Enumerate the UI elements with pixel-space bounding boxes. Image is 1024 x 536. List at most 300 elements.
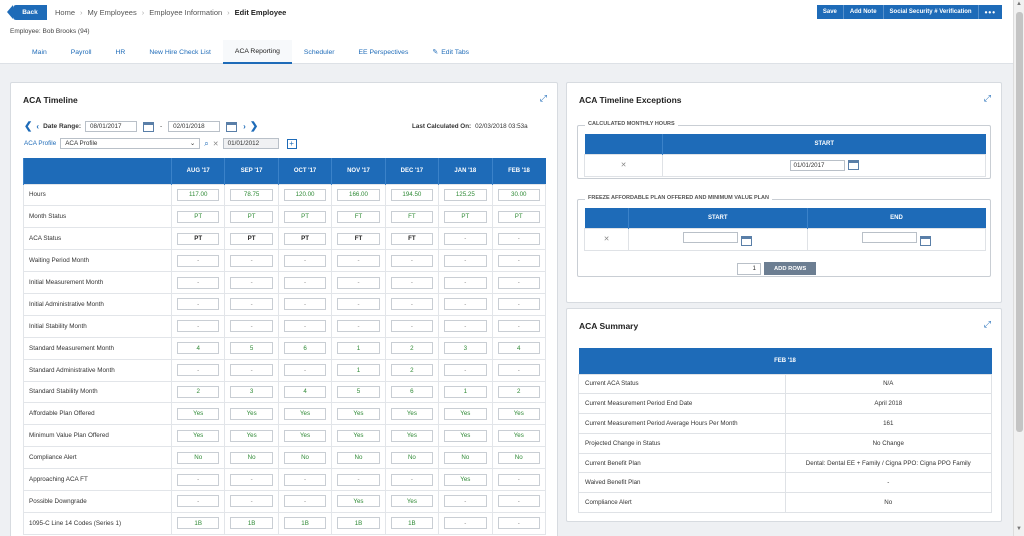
row-count-input[interactable]: 1 <box>737 263 761 275</box>
timeline-value[interactable]: PT <box>177 233 219 245</box>
timeline-cell <box>225 184 278 206</box>
breadcrumb-employee-information[interactable]: Employee Information <box>149 8 223 17</box>
timeline-row <box>24 272 546 294</box>
timeline-cell <box>225 228 278 250</box>
timeline-value[interactable]: No <box>230 452 272 464</box>
timeline-value[interactable]: - <box>230 495 272 507</box>
timeline-cell <box>439 490 492 512</box>
delete-row-icon[interactable]: ✕ <box>585 154 663 176</box>
clear-icon[interactable]: ✕ <box>212 140 219 148</box>
calculated-hours-legend: CALCULATED MONTHLY HOURS <box>585 121 678 127</box>
timeline-value[interactable]: 6 <box>391 386 433 398</box>
timeline-value[interactable]: - <box>284 320 326 332</box>
timeline-value[interactable]: Yes <box>177 408 219 420</box>
chevron-down-icon: ⌄ <box>189 140 196 147</box>
timeline-value[interactable]: - <box>391 255 433 267</box>
month-header: AUG '17 <box>172 158 225 184</box>
summary-row <box>579 453 992 473</box>
timeline-value[interactable]: Yes <box>284 408 326 420</box>
timeline-value[interactable]: - <box>284 495 326 507</box>
timeline-body <box>24 184 546 534</box>
timeline-row-label: Standard Administrative Month <box>24 359 172 381</box>
calendar-icon[interactable] <box>741 236 752 246</box>
tab-hr[interactable]: HR <box>115 48 126 56</box>
timeline-value[interactable]: - <box>444 517 486 529</box>
timeline-value[interactable]: - <box>177 495 219 507</box>
summary-label: Current Benefit Plan <box>579 453 786 473</box>
timeline-value[interactable]: - <box>498 364 540 376</box>
timeline-value[interactable]: - <box>284 364 326 376</box>
aca-summary-table <box>578 348 992 513</box>
timeline-cell <box>225 512 278 534</box>
summary-row <box>579 374 992 394</box>
timeline-value[interactable]: Yes <box>230 408 272 420</box>
timeline-value[interactable]: 1 <box>337 342 379 354</box>
timeline-value[interactable]: - <box>177 277 219 289</box>
timeline-cell <box>492 228 545 250</box>
tab-new-hire-check-list[interactable]: New Hire Check List <box>149 48 211 56</box>
timeline-cell <box>172 206 225 228</box>
timeline-value[interactable]: 5 <box>230 342 272 354</box>
freeze-start-input[interactable] <box>683 232 738 243</box>
timeline-cell <box>439 184 492 206</box>
timeline-value[interactable]: - <box>337 255 379 267</box>
timeline-row <box>24 337 546 359</box>
timeline-cell <box>225 490 278 512</box>
expand-icon[interactable]: ⤢ <box>983 93 991 103</box>
month-header: NOV '17 <box>332 158 385 184</box>
timeline-cell <box>278 490 331 512</box>
timeline-cell <box>439 381 492 403</box>
timeline-value[interactable]: 1B <box>230 517 272 529</box>
timeline-cell <box>225 403 278 425</box>
timeline-cell <box>385 272 438 294</box>
timeline-value[interactable]: - <box>444 255 486 267</box>
timeline-value[interactable]: FT <box>391 211 433 223</box>
month-header: OCT '17 <box>278 158 331 184</box>
timeline-value[interactable]: 30.00 <box>498 189 540 201</box>
timeline-value[interactable]: PT <box>177 211 219 223</box>
timeline-value[interactable]: No <box>391 452 433 464</box>
tab-ee-perspectives[interactable]: EE Perspectives <box>358 48 409 56</box>
timeline-value[interactable]: PT <box>230 233 272 245</box>
timeline-cell <box>332 469 385 491</box>
timeline-value[interactable]: 5 <box>337 386 379 398</box>
back-button[interactable]: Back <box>13 5 47 20</box>
timeline-value[interactable]: - <box>444 495 486 507</box>
summary-label: Current Measurement Period Average Hours Per Month <box>579 414 786 434</box>
timeline-value[interactable]: - <box>284 277 326 289</box>
timeline-cell <box>332 490 385 512</box>
aca-profile-select[interactable] <box>60 138 200 149</box>
timeline-value[interactable]: - <box>177 364 219 376</box>
timeline-cell <box>439 403 492 425</box>
timeline-cell <box>225 359 278 381</box>
timeline-cell <box>439 512 492 534</box>
timeline-value[interactable]: - <box>230 474 272 486</box>
freeze-end-header: END <box>807 208 986 228</box>
timeline-value[interactable]: 1B <box>177 517 219 529</box>
timeline-row-label: 1095-C Line 14 Codes (Series 1) <box>24 512 172 534</box>
summary-value: - <box>785 473 992 493</box>
calendar-icon[interactable] <box>143 122 154 132</box>
timeline-cell <box>225 469 278 491</box>
timeline-cell <box>439 447 492 469</box>
timeline-cell <box>439 337 492 359</box>
timeline-value[interactable]: - <box>177 474 219 486</box>
timeline-value[interactable]: No <box>498 452 540 464</box>
timeline-cell <box>172 490 225 512</box>
timeline-cell <box>332 228 385 250</box>
timeline-value[interactable]: - <box>337 474 379 486</box>
pencil-icon: ✎ <box>432 49 439 56</box>
timeline-row <box>24 184 546 206</box>
timeline-value[interactable]: No <box>177 452 219 464</box>
timeline-cell <box>385 490 438 512</box>
timeline-row <box>24 315 546 337</box>
timeline-cell <box>492 293 545 315</box>
tab-edit-tabs[interactable] <box>420 40 481 64</box>
delete-row-icon[interactable]: ✕ <box>585 228 629 250</box>
timeline-cell <box>492 469 545 491</box>
timeline-cell <box>278 447 331 469</box>
timeline-value[interactable]: Yes <box>391 430 433 442</box>
timeline-cell <box>332 381 385 403</box>
timeline-cell <box>332 359 385 381</box>
timeline-cell <box>225 293 278 315</box>
tab-aca-reporting[interactable]: ACA Reporting <box>223 40 292 64</box>
timeline-cell <box>278 469 331 491</box>
tab-payroll[interactable]: Payroll <box>70 48 92 56</box>
timeline-cell <box>278 272 331 294</box>
timeline-value[interactable]: PT <box>230 211 272 223</box>
calendar-icon[interactable] <box>226 122 237 132</box>
tab-main[interactable]: Main <box>32 48 47 56</box>
timeline-cell <box>278 337 331 359</box>
timeline-row-label: Standard Stability Month <box>24 381 172 403</box>
timeline-cell <box>492 512 545 534</box>
timeline-value[interactable]: Yes <box>284 430 326 442</box>
timeline-row-label: Affordable Plan Offered <box>24 403 172 425</box>
scroll-down-icon[interactable]: ▼ <box>1016 526 1022 532</box>
next-icon[interactable]: › <box>243 122 246 131</box>
summary-row <box>579 414 992 434</box>
timeline-value[interactable]: Yes <box>337 495 379 507</box>
timeline-row-label: Initial Stability Month <box>24 315 172 337</box>
timeline-cell <box>225 337 278 359</box>
timeline-cell <box>278 359 331 381</box>
timeline-row <box>24 425 546 447</box>
timeline-value[interactable]: - <box>284 298 326 310</box>
timeline-cell <box>385 359 438 381</box>
timeline-cell <box>278 228 331 250</box>
timeline-row <box>24 447 546 469</box>
timeline-cell <box>492 315 545 337</box>
date-range-controls <box>24 121 262 132</box>
timeline-value[interactable]: 1 <box>444 386 486 398</box>
timeline-value[interactable]: Yes <box>337 430 379 442</box>
timeline-value[interactable]: 2 <box>498 386 540 398</box>
timeline-value[interactable]: - <box>284 255 326 267</box>
tab-scheduler[interactable]: Scheduler <box>303 48 335 56</box>
timeline-row-label: Approaching ACA FT <box>24 469 172 491</box>
timeline-value[interactable]: No <box>284 452 326 464</box>
month-header: SEP '17 <box>225 158 278 184</box>
aca-summary-title: ACA Summary <box>579 321 639 331</box>
timeline-cell <box>492 337 545 359</box>
last-calculated-value: 02/03/2018 03:53a <box>475 123 528 130</box>
timeline-value[interactable]: - <box>337 277 379 289</box>
timeline-value[interactable]: 117.00 <box>177 189 219 201</box>
timeline-row-label: Standard Measurement Month <box>24 337 172 359</box>
breadcrumb-my-employees[interactable]: My Employees <box>87 8 137 17</box>
timeline-value[interactable]: PT <box>284 211 326 223</box>
summary-label: Compliance Alert <box>579 493 786 513</box>
timeline-value[interactable]: 166.00 <box>337 189 379 201</box>
timeline-value[interactable]: Yes <box>498 408 540 420</box>
timeline-value[interactable]: - <box>498 474 540 486</box>
timeline-row <box>24 490 546 512</box>
timeline-row-label: ACA Status <box>24 228 172 250</box>
timeline-value[interactable]: - <box>177 255 219 267</box>
freeze-start-cell <box>629 228 808 250</box>
timeline-cell <box>385 469 438 491</box>
timeline-cell <box>332 512 385 534</box>
aca-profile-date: 01/01/2012 <box>223 138 279 149</box>
timeline-cell <box>172 403 225 425</box>
page-scrollbar[interactable] <box>1013 0 1024 536</box>
timeline-cell <box>332 337 385 359</box>
timeline-cell <box>332 250 385 272</box>
timeline-value[interactable]: No <box>444 452 486 464</box>
timeline-value[interactable]: - <box>177 298 219 310</box>
timeline-value[interactable]: PT <box>498 211 540 223</box>
timeline-value[interactable]: 6 <box>284 342 326 354</box>
timeline-value[interactable]: - <box>444 233 486 245</box>
date-to-input[interactable]: 02/01/2018 <box>168 121 220 132</box>
breadcrumb <box>55 8 286 17</box>
timeline-value[interactable]: - <box>498 298 540 310</box>
timeline-value[interactable]: Yes <box>337 408 379 420</box>
timeline-cell <box>278 381 331 403</box>
timeline-value[interactable]: Yes <box>498 430 540 442</box>
timeline-value[interactable]: 4 <box>177 342 219 354</box>
timeline-value[interactable]: - <box>230 298 272 310</box>
timeline-value[interactable]: PT <box>444 211 486 223</box>
timeline-value[interactable]: 78.75 <box>230 189 272 201</box>
timeline-cell <box>332 184 385 206</box>
summary-month-header: FEB '18 <box>579 348 992 374</box>
tab-bar <box>20 40 481 64</box>
timeline-cell <box>278 293 331 315</box>
timeline-value[interactable]: 1B <box>284 517 326 529</box>
timeline-value[interactable]: - <box>230 255 272 267</box>
timeline-value[interactable]: - <box>498 277 540 289</box>
freeze-start-header: START <box>629 208 808 228</box>
expand-icon[interactable]: ⤢ <box>539 93 547 103</box>
timeline-value[interactable]: 3 <box>230 386 272 398</box>
aca-timeline-table <box>23 158 546 535</box>
timeline-row-label: Waiting Period Month <box>24 250 172 272</box>
timeline-value[interactable]: - <box>444 298 486 310</box>
timeline-cell <box>172 381 225 403</box>
timeline-value[interactable]: 1 <box>337 364 379 376</box>
freeze-header-row <box>585 208 986 228</box>
calendar-icon[interactable] <box>920 236 931 246</box>
scroll-up-icon[interactable]: ▲ <box>1016 1 1022 7</box>
timeline-cell <box>172 469 225 491</box>
previous-icon[interactable]: ‹ <box>36 122 40 131</box>
timeline-value[interactable]: 125.25 <box>444 189 486 201</box>
timeline-cell <box>225 381 278 403</box>
timeline-value[interactable]: Yes <box>391 408 433 420</box>
timeline-value[interactable]: - <box>391 298 433 310</box>
timeline-cell <box>492 490 545 512</box>
timeline-cell <box>172 315 225 337</box>
calendar-icon[interactable] <box>848 160 859 170</box>
timeline-value[interactable]: PT <box>284 233 326 245</box>
timeline-value[interactable]: Yes <box>177 430 219 442</box>
ssn-verification-button[interactable]: Social Security # Verification <box>884 5 979 19</box>
employee-label: Employee: Bob Brooks (94) <box>10 28 90 35</box>
timeline-value[interactable]: - <box>337 298 379 310</box>
date-search-icon[interactable]: ⌕ <box>204 138 209 148</box>
breadcrumb-home[interactable]: Home <box>55 8 76 17</box>
add-rows-button[interactable]: ADD ROWS <box>764 262 816 275</box>
add-profile-icon[interactable]: + <box>287 139 297 149</box>
first-page-icon[interactable]: ❮ <box>24 121 33 132</box>
action-toolbar <box>817 5 1002 19</box>
timeline-value[interactable]: - <box>498 320 540 332</box>
aca-profile-label[interactable]: ACA Profile <box>24 140 57 147</box>
timeline-value[interactable]: FT <box>391 233 433 245</box>
timeline-value[interactable]: FT <box>337 211 379 223</box>
summary-value: 161 <box>785 414 992 434</box>
calc-blank-header <box>585 134 663 154</box>
timeline-value[interactable]: - <box>444 364 486 376</box>
timeline-value[interactable]: 2 <box>391 364 433 376</box>
timeline-cell <box>225 250 278 272</box>
timeline-value[interactable]: 2 <box>391 342 433 354</box>
timeline-cell <box>278 403 331 425</box>
timeline-value[interactable]: 194.50 <box>391 189 433 201</box>
timeline-cell <box>332 315 385 337</box>
timeline-row <box>24 293 546 315</box>
timeline-value[interactable]: Yes <box>391 495 433 507</box>
timeline-cell <box>385 447 438 469</box>
timeline-cell <box>439 206 492 228</box>
aca-profile-value: ACA Profile <box>65 140 98 147</box>
timeline-cell <box>172 272 225 294</box>
summary-row <box>579 473 992 493</box>
timeline-value[interactable]: - <box>391 277 433 289</box>
date-range-dash: - <box>160 123 163 130</box>
timeline-value[interactable]: - <box>391 320 433 332</box>
edit-tabs-label: Edit Tabs <box>441 48 470 56</box>
timeline-cell <box>172 512 225 534</box>
timeline-value[interactable]: - <box>337 320 379 332</box>
timeline-cell <box>225 447 278 469</box>
timeline-value[interactable]: 1B <box>391 517 433 529</box>
summary-value: Dental: Dental EE + Family / Cigna PPO: Cigna PPO Family <box>785 453 992 473</box>
timeline-value[interactable]: 3 <box>444 342 486 354</box>
timeline-row <box>24 512 546 534</box>
timeline-value[interactable]: Yes <box>444 408 486 420</box>
timeline-value[interactable]: No <box>337 452 379 464</box>
timeline-value[interactable]: - <box>444 277 486 289</box>
freeze-end-cell <box>807 228 986 250</box>
timeline-value[interactable]: - <box>177 320 219 332</box>
timeline-value[interactable]: - <box>391 474 433 486</box>
scrollbar-thumb[interactable] <box>1016 12 1023 432</box>
timeline-row-label: Initial Administrative Month <box>24 293 172 315</box>
more-actions-button[interactable]: ••• <box>979 5 1002 19</box>
timeline-cell <box>172 184 225 206</box>
timeline-value[interactable]: - <box>498 233 540 245</box>
timeline-cell <box>278 250 331 272</box>
timeline-value[interactable]: Yes <box>230 430 272 442</box>
timeline-value[interactable]: FT <box>337 233 379 245</box>
timeline-value[interactable]: - <box>230 364 272 376</box>
timeline-value[interactable]: - <box>230 277 272 289</box>
calc-start-cell <box>663 154 986 176</box>
timeline-value[interactable]: 120.00 <box>284 189 326 201</box>
timeline-cell <box>332 206 385 228</box>
timeline-value[interactable]: 4 <box>284 386 326 398</box>
timeline-value[interactable]: Yes <box>444 430 486 442</box>
timeline-cell <box>332 447 385 469</box>
timeline-row-label: Month Status <box>24 206 172 228</box>
summary-row <box>579 433 992 453</box>
timeline-cell <box>492 403 545 425</box>
timeline-value[interactable]: 4 <box>498 342 540 354</box>
timeline-value[interactable]: Yes <box>444 474 486 486</box>
aca-profile-row <box>24 138 297 149</box>
timeline-cell <box>492 381 545 403</box>
timeline-cell <box>385 250 438 272</box>
last-page-icon[interactable]: ❯ <box>249 121 259 132</box>
timeline-value[interactable]: 1B <box>337 517 379 529</box>
timeline-row-label: Initial Measurement Month <box>24 272 172 294</box>
timeline-cell <box>439 250 492 272</box>
timeline-value[interactable]: - <box>444 320 486 332</box>
freeze-end-input[interactable] <box>862 232 917 243</box>
timeline-cell <box>492 184 545 206</box>
timeline-value[interactable]: - <box>498 517 540 529</box>
summary-label: Current ACA Status <box>579 374 786 394</box>
timeline-value[interactable]: - <box>230 320 272 332</box>
timeline-value[interactable]: - <box>498 255 540 267</box>
timeline-cell <box>439 315 492 337</box>
timeline-cell <box>492 447 545 469</box>
timeline-cell <box>278 425 331 447</box>
timeline-cell <box>332 272 385 294</box>
timeline-row <box>24 469 546 491</box>
add-note-button[interactable]: Add Note <box>844 5 884 19</box>
timeline-value[interactable]: - <box>498 495 540 507</box>
timeline-cell <box>172 293 225 315</box>
calc-header-row <box>585 134 986 154</box>
summary-row <box>579 493 992 513</box>
date-from-input[interactable]: 08/01/2017 <box>85 121 137 132</box>
timeline-value[interactable]: 2 <box>177 386 219 398</box>
timeline-row <box>24 403 546 425</box>
save-button[interactable]: Save <box>817 5 844 19</box>
calc-start-input[interactable]: 01/01/2017 <box>790 160 845 171</box>
timeline-cell <box>278 315 331 337</box>
expand-icon[interactable]: ⤢ <box>983 319 991 329</box>
timeline-value[interactable]: - <box>284 474 326 486</box>
